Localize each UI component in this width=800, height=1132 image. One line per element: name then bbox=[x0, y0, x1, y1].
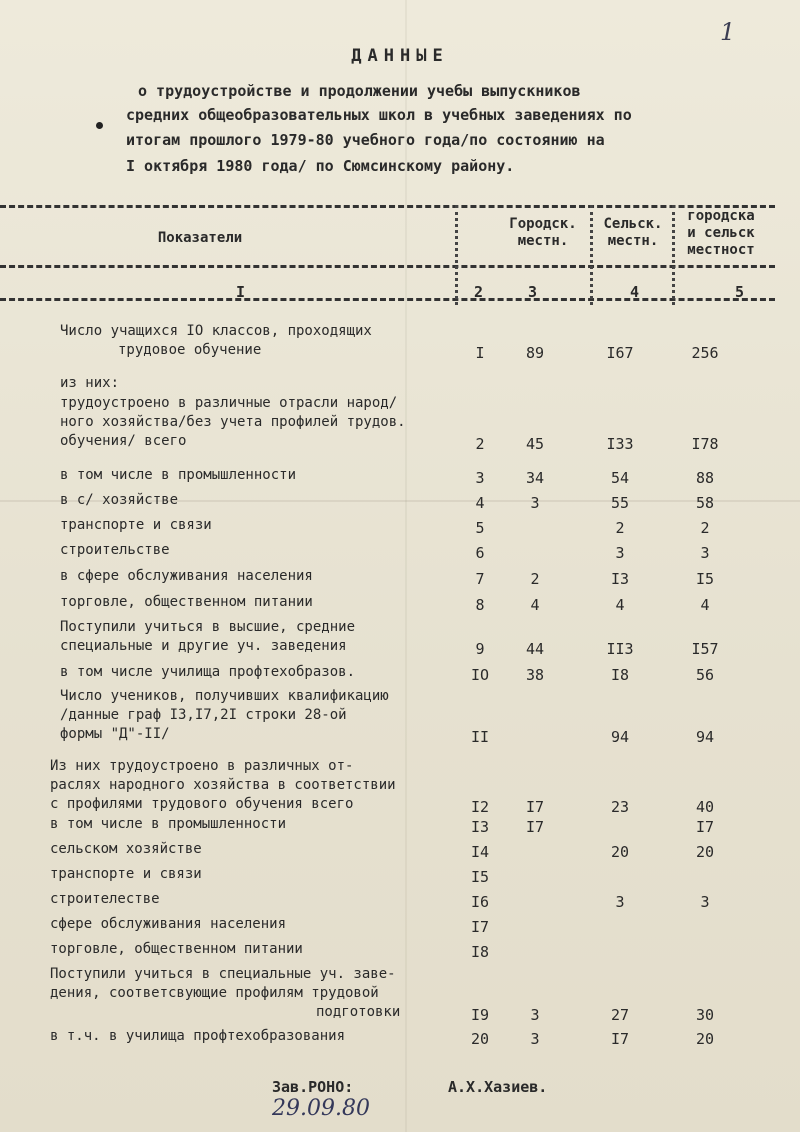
row-line-number: 9 bbox=[475, 640, 485, 658]
row-label: Поступили учиться в специальные уч. заве- bbox=[50, 966, 396, 982]
cell-urban: 38 bbox=[525, 666, 545, 684]
ink-mark bbox=[96, 122, 103, 129]
header-line: Городск. bbox=[509, 216, 577, 232]
row-line-number: IO bbox=[470, 666, 490, 684]
cell-total: I7 bbox=[695, 818, 715, 836]
cell-total: 30 bbox=[695, 1006, 715, 1024]
row-line-number: 20 bbox=[470, 1030, 490, 1048]
row-label: в с/ хозяйстве bbox=[60, 492, 179, 508]
signature-position: Зав.РОНО: bbox=[272, 1078, 354, 1096]
row-label: строителестве bbox=[50, 891, 160, 907]
row-line-number: I5 bbox=[470, 868, 490, 886]
row-line-number: 4 bbox=[475, 494, 485, 512]
cell-rural: 54 bbox=[610, 469, 630, 487]
cell-rural: 2 bbox=[615, 519, 625, 537]
cell-total: 3 bbox=[700, 544, 710, 562]
cell-urban: I7 bbox=[525, 798, 545, 816]
header-line: местн. bbox=[607, 233, 659, 249]
row-label: специальные и другие уч. заведения bbox=[60, 638, 347, 654]
row-label: торговле, общественном питании bbox=[60, 594, 313, 610]
row-line-number: I8 bbox=[470, 943, 490, 961]
cell-rural: II3 bbox=[606, 640, 634, 658]
cell-rural: 94 bbox=[610, 728, 630, 746]
row-label: дения, соответсвующие профилям трудовой bbox=[50, 985, 379, 1001]
handwritten-date: 29.09.80 bbox=[272, 1096, 370, 1121]
row-label: из них: bbox=[60, 375, 120, 391]
row-label: Число учащихся IO классов, проходящих bbox=[60, 323, 372, 339]
cell-rural: I8 bbox=[610, 666, 630, 684]
row-line-number: I4 bbox=[470, 843, 490, 861]
header-line: местност bbox=[687, 242, 755, 258]
row-label: в том числе в промышленности bbox=[60, 467, 297, 483]
row-label: транспорте и связи bbox=[50, 866, 202, 882]
cell-urban: 34 bbox=[525, 469, 545, 487]
row-label: в том числе в промышленности bbox=[50, 816, 287, 832]
header-line: городска bbox=[687, 208, 755, 224]
column-separator bbox=[590, 205, 593, 305]
column-number: 4 bbox=[630, 283, 640, 301]
title-line: I октября 1980 года/ по Сюмсинскому району. bbox=[126, 157, 515, 175]
cell-urban: 3 bbox=[530, 1006, 540, 1024]
title-line: итогам прошлого 1979-80 учебного года/по состоянию на bbox=[126, 131, 605, 149]
row-line-number: 6 bbox=[475, 544, 485, 562]
row-label: Число учеников, получивших квалификацию bbox=[60, 688, 389, 704]
header-line: и сельск bbox=[687, 225, 755, 241]
row-label: сельском хозяйстве bbox=[50, 841, 202, 857]
cell-rural: 4 bbox=[615, 596, 625, 614]
cell-urban: 4 bbox=[530, 596, 540, 614]
title-line: средних общеобразовательных школ в учебных заведениях по bbox=[126, 106, 632, 124]
document-title: ДАННЫЕ bbox=[351, 46, 449, 66]
row-label: транспорте и связи bbox=[60, 517, 212, 533]
cell-total: 4 bbox=[700, 596, 710, 614]
cell-rural: 23 bbox=[610, 798, 630, 816]
cell-total: 2 bbox=[700, 519, 710, 537]
cell-urban: 89 bbox=[525, 344, 545, 362]
cell-urban: 3 bbox=[530, 494, 540, 512]
title-line: о трудоустройстве и продолжении учебы выпускников bbox=[138, 82, 581, 100]
row-label: строительстве bbox=[60, 542, 170, 558]
row-line-number: I2 bbox=[470, 798, 490, 816]
cell-rural: I33 bbox=[606, 435, 634, 453]
table-rule bbox=[0, 298, 775, 301]
cell-rural: 55 bbox=[610, 494, 630, 512]
row-label: подготовки bbox=[316, 1004, 401, 1020]
row-label: сфере обслуживания населения bbox=[50, 916, 287, 932]
row-label: трудоустроено в различные отрасли народ/ bbox=[60, 395, 398, 411]
header-line: местн. bbox=[517, 233, 569, 249]
page-number: 1 bbox=[720, 18, 736, 46]
cell-total: 58 bbox=[695, 494, 715, 512]
cell-total: 56 bbox=[695, 666, 715, 684]
cell-rural: I3 bbox=[610, 570, 630, 588]
cell-urban: 45 bbox=[525, 435, 545, 453]
cell-urban: I7 bbox=[525, 818, 545, 836]
row-label: Поступили учиться в высшие, средние bbox=[60, 619, 356, 635]
row-line-number: II bbox=[470, 728, 490, 746]
cell-total: 88 bbox=[695, 469, 715, 487]
header-line: Сельск. bbox=[603, 216, 663, 232]
row-label: с профилями трудового обучения всего bbox=[50, 796, 354, 812]
row-label: торговле, общественном питании bbox=[50, 941, 303, 957]
cell-total: 94 bbox=[695, 728, 715, 746]
cell-urban: 2 bbox=[530, 570, 540, 588]
row-label: в том числе училища профтехобразов. bbox=[60, 664, 356, 680]
column-separator bbox=[455, 205, 458, 305]
row-line-number: 2 bbox=[475, 435, 485, 453]
row-line-number: I9 bbox=[470, 1006, 490, 1024]
cell-urban: 44 bbox=[525, 640, 545, 658]
cell-total: 20 bbox=[695, 1030, 715, 1048]
column-separator bbox=[672, 205, 675, 305]
row-line-number: 7 bbox=[475, 570, 485, 588]
table-rule bbox=[0, 205, 775, 208]
table-rule bbox=[0, 265, 775, 268]
row-label: трудовое обучение bbox=[118, 342, 262, 358]
column-number: 3 bbox=[528, 283, 538, 301]
cell-total: 3 bbox=[700, 893, 710, 911]
column-header-indicator: Показатели bbox=[157, 230, 243, 246]
cell-rural: 27 bbox=[610, 1006, 630, 1024]
row-label: обучения/ всего bbox=[60, 433, 187, 449]
column-header-urban bbox=[498, 216, 588, 250]
row-label: /данные граф I3,I7,2I строки 28-ой bbox=[60, 707, 347, 723]
column-number: 2 bbox=[474, 283, 484, 301]
row-line-number: 8 bbox=[475, 596, 485, 614]
row-label: в сфере обслуживания населения bbox=[60, 568, 313, 584]
row-label: формы "Д"-II/ bbox=[60, 726, 170, 742]
cell-rural: I67 bbox=[606, 344, 634, 362]
row-line-number: I6 bbox=[470, 893, 490, 911]
row-label: раслях народного хозяйства в соответствии bbox=[50, 777, 396, 793]
column-header-rural bbox=[594, 216, 672, 250]
row-label: Из них трудоустроено в различных от- bbox=[50, 758, 354, 774]
column-number: 5 bbox=[735, 283, 745, 301]
cell-rural: 20 bbox=[610, 843, 630, 861]
row-line-number: 3 bbox=[475, 469, 485, 487]
cell-total: 256 bbox=[691, 344, 719, 362]
column-header-total bbox=[676, 208, 766, 259]
cell-total: I5 bbox=[695, 570, 715, 588]
cell-urban: 3 bbox=[530, 1030, 540, 1048]
signature-name: А.Х.Хазиев. bbox=[448, 1078, 548, 1096]
cell-rural: I7 bbox=[610, 1030, 630, 1048]
cell-rural: 3 bbox=[615, 544, 625, 562]
cell-total: I78 bbox=[691, 435, 719, 453]
row-label: ного хозяйства/без учета профилей трудов. bbox=[60, 414, 406, 430]
row-line-number: I3 bbox=[470, 818, 490, 836]
cell-total: I57 bbox=[691, 640, 719, 658]
cell-rural: 3 bbox=[615, 893, 625, 911]
row-line-number: 5 bbox=[475, 519, 485, 537]
row-label: в т.ч. в училища профтехобразования bbox=[50, 1028, 346, 1044]
cell-total: 20 bbox=[695, 843, 715, 861]
column-number: I bbox=[236, 283, 246, 301]
cell-total: 40 bbox=[695, 798, 715, 816]
row-line-number: I bbox=[475, 344, 485, 362]
row-line-number: I7 bbox=[470, 918, 490, 936]
